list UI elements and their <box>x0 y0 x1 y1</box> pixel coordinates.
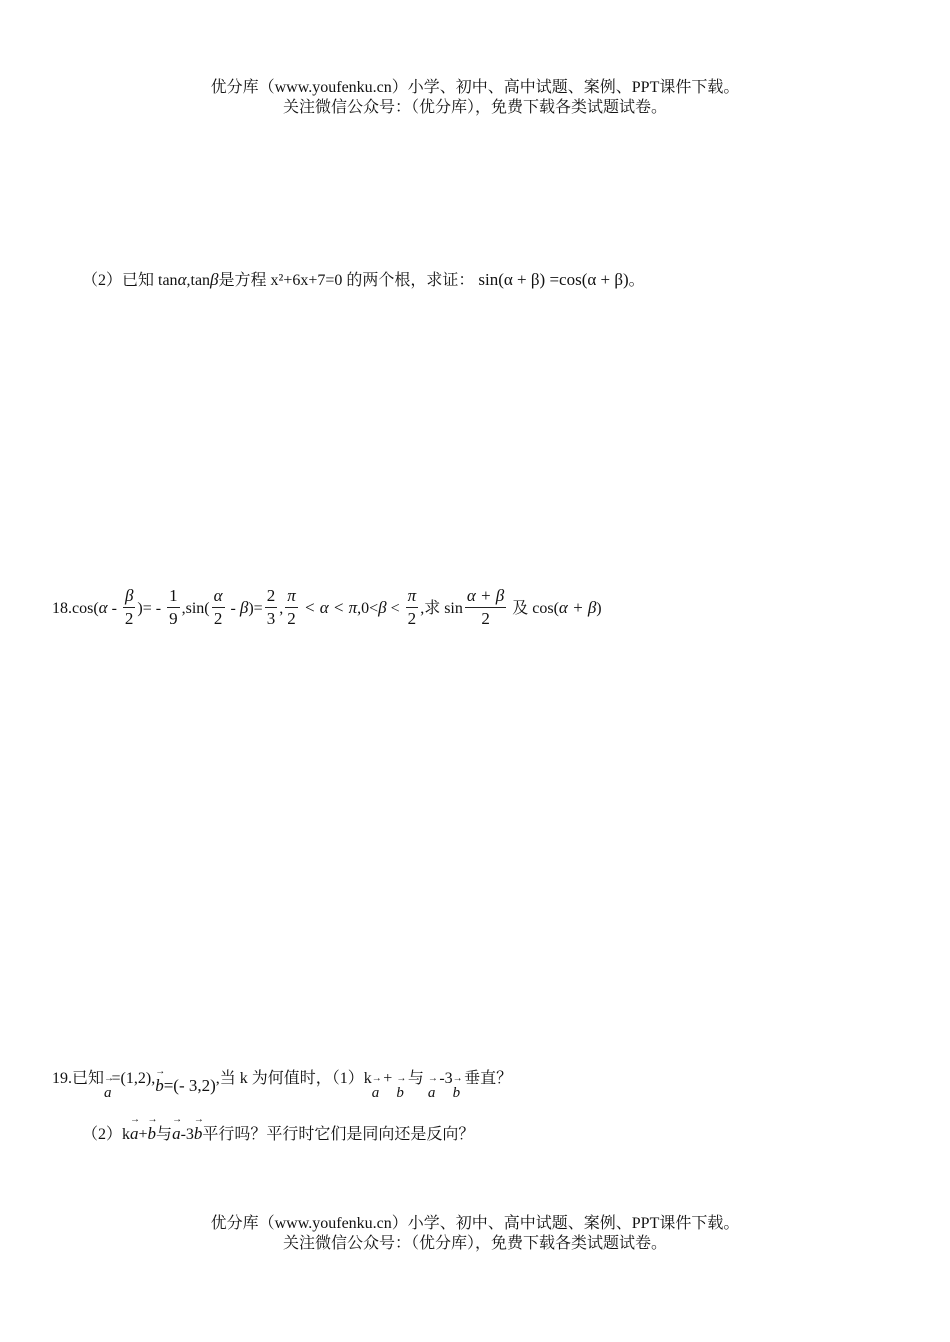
fraction-pi-over-2-b: $\frac{\pi}{2}$ <box>407 585 417 628</box>
vector-b: → b <box>193 1114 204 1143</box>
question-19-line-1: 19.已知 → a=(1,2), → b=(- 3,2),当 k 为何值时，（1）k → a + → b 与 → a -3 → b 垂直？ <box>52 1066 513 1101</box>
vector-a: → a <box>104 1073 115 1101</box>
question-18: 18.cos(α - $\frac{\beta}{2}$ )= - $\frac{1}{9}$ ,sin( $\frac{\alpha}{2}$ - β)= $\frac{2}{3}$ , $\frac{\pi}{2}$ < α < π,0<β < $\frac{\pi}{2}$ ,求 sin $\frac{\alpha + \beta}{2}$ 及 cos(α + β) <box>52 585 602 628</box>
footer-line-1: 优分库（www.youfenku.cn）小学、初中、高中试题、案例、PPT课件下载。 <box>210 1215 740 1232</box>
vector-a: → a <box>427 1073 438 1101</box>
vector-a: → a <box>371 1073 382 1101</box>
fraction-1-over-9: $\frac{1}{9}$ <box>169 585 178 628</box>
question-17-part-2: （2）已知 tanα,tanβ是方程 x²+6x+7=0 的两个根，求证： sin(α + β) =cos(α + β)。 <box>82 270 645 289</box>
fraction-alpha-over-2: $\frac{\alpha}{2}$ <box>213 585 223 628</box>
header-line-2: 关注微信公众号：（优分库），免费下载各类试题试卷。 <box>282 99 667 116</box>
vector-b: → b <box>452 1073 463 1101</box>
header-line-1: 优分库（www.youfenku.cn）小学、初中、高中试题、案例、PPT课件下载。 <box>210 79 740 96</box>
vector-b: → b <box>155 1066 166 1095</box>
fraction-alpha-plus-beta-over-2: $\frac{\alpha + \beta}{2}$ <box>466 585 505 628</box>
fraction-2-over-3: $\frac{2}{3}$ <box>266 585 276 628</box>
fraction-beta-over-2: $\frac{\beta}{2}$ <box>124 585 134 628</box>
vector-a: → a <box>130 1114 141 1143</box>
footer-line-2: 关注微信公众号：（优分库），免费下载各类试题试卷。 <box>282 1235 667 1252</box>
vector-b: → b <box>396 1073 407 1101</box>
vector-a: → a <box>172 1114 183 1143</box>
equation: sin(α + β) =cos(α + β) <box>478 270 629 289</box>
vector-b: → b <box>147 1114 158 1143</box>
fraction-pi-over-2: $\frac{\pi}{2}$ <box>287 585 296 628</box>
question-19-line-2: （2）k → a+ → b与 → a-3 → b平行吗？平行时它们是同向还是反向？ <box>82 1114 475 1143</box>
